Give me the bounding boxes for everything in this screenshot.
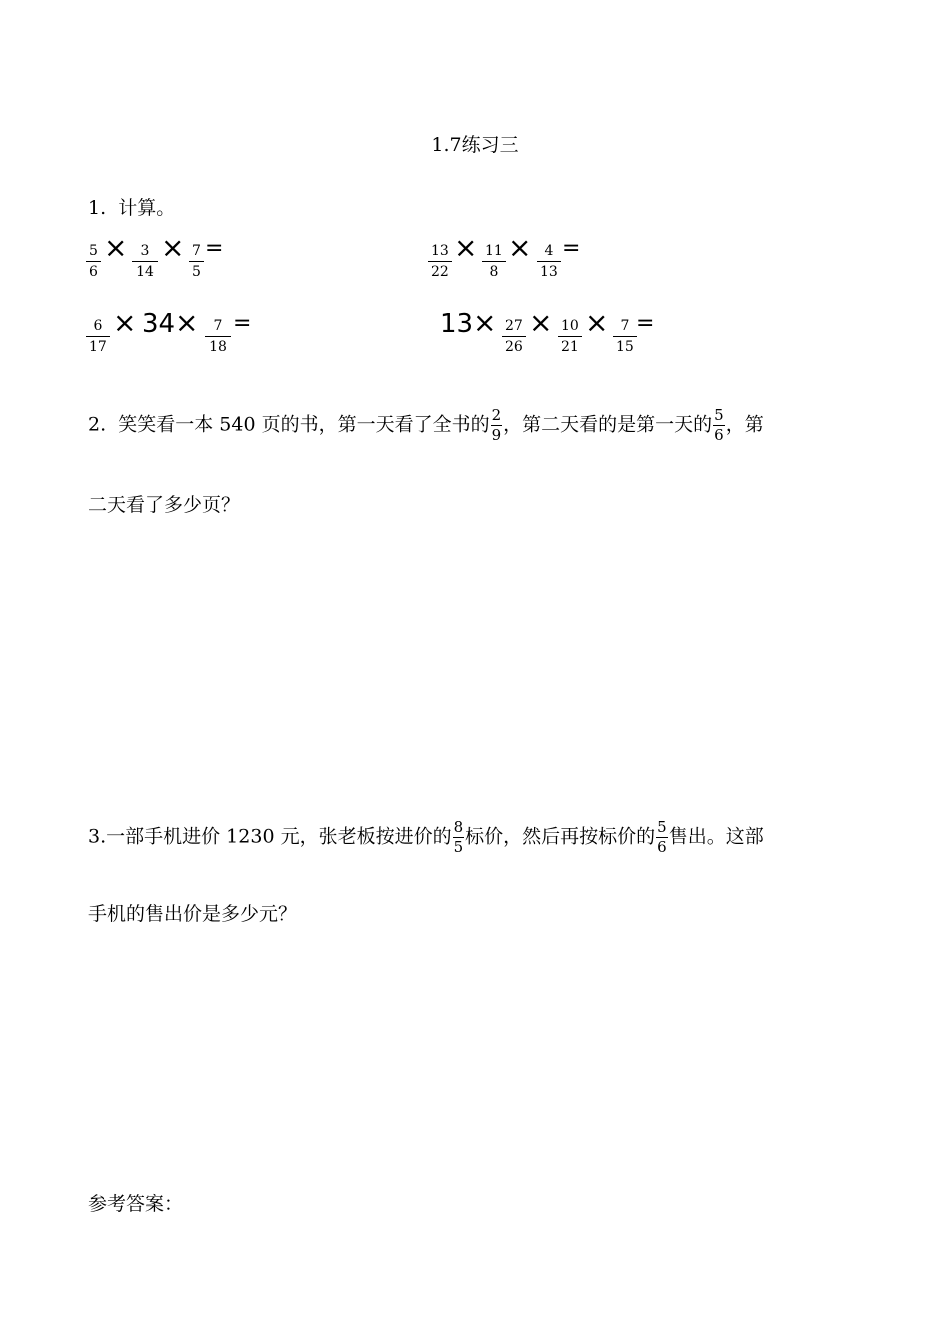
fraction <box>86 319 110 354</box>
times-sign: × <box>454 231 478 264</box>
question-3-line-2: 手机的售出价是多少元？ <box>88 903 298 925</box>
denominator: 6 <box>714 426 724 444</box>
times-sign: × <box>113 306 137 339</box>
numerator: 7 <box>192 243 201 259</box>
whole-number: 34 <box>142 309 176 339</box>
denominator: 14 <box>136 264 154 280</box>
times-sign: × <box>529 306 553 339</box>
times-sign: × <box>161 231 185 264</box>
denominator: 9 <box>491 426 502 444</box>
times-sign: × <box>585 306 609 339</box>
question-1-text: 计算。 <box>118 197 176 219</box>
numerator: 2 <box>491 406 502 424</box>
equals-sign: = <box>562 236 581 261</box>
question-1-header <box>88 193 175 220</box>
numerator: 5 <box>714 406 724 424</box>
numerator: 10 <box>561 318 579 334</box>
denominator: 17 <box>89 339 107 355</box>
numerator: 6 <box>93 318 103 334</box>
fraction <box>491 408 503 443</box>
fraction <box>453 820 465 855</box>
denominator: 13 <box>540 264 558 280</box>
fraction <box>132 244 158 279</box>
times-sign: × <box>508 231 532 264</box>
question-3-text-b: 标价，然后再按标价的 <box>465 825 656 848</box>
fraction <box>537 244 561 279</box>
fraction <box>86 244 101 279</box>
equals-sign: = <box>205 236 224 261</box>
denominator: 5 <box>192 264 201 280</box>
answers-label: 参考答案： <box>88 1193 184 1215</box>
fraction <box>482 244 506 279</box>
question-2-text-c: ，第 <box>725 413 764 436</box>
question-3-number: 3. <box>88 825 107 848</box>
denominator: 18 <box>209 339 227 355</box>
numerator: 11 <box>485 243 503 259</box>
fraction <box>205 319 231 354</box>
denominator: 5 <box>453 838 464 856</box>
question-2-text-b: ，第二天看的是第一天的 <box>503 413 713 436</box>
question-2-line-2: 二天看了多少页？ <box>88 494 241 516</box>
times-sign: × <box>473 306 497 339</box>
numerator: 5 <box>89 243 98 259</box>
numerator: 7 <box>620 318 630 334</box>
question-3-text-a: 一部手机进价 1230 元，张老板按进价的 <box>106 825 452 848</box>
equals-sign: = <box>233 311 252 336</box>
fraction <box>502 319 526 354</box>
fraction <box>713 408 725 443</box>
equals-sign: = <box>636 311 655 336</box>
numerator: 8 <box>453 818 464 836</box>
question-3-line-1 <box>88 820 764 855</box>
question-1-number: 1. <box>88 197 107 219</box>
denominator: 26 <box>505 339 523 355</box>
denominator: 6 <box>89 264 98 280</box>
fraction <box>558 319 582 354</box>
question-2-line-1 <box>88 408 764 443</box>
page-title: 1.7练习三 <box>431 134 519 156</box>
times-sign: × <box>104 231 128 264</box>
numerator: 13 <box>431 243 449 259</box>
denominator: 6 <box>657 838 667 856</box>
question-2-text-a: 笑笑看一本 540 页的书，第一天看了全书的 <box>118 413 490 436</box>
fraction <box>613 319 637 354</box>
numerator: 4 <box>544 243 554 259</box>
denominator: 15 <box>616 339 634 355</box>
numerator: 3 <box>140 243 150 259</box>
question-3-text-c: 售出。这部 <box>668 825 764 848</box>
numerator: 5 <box>657 818 667 836</box>
denominator: 22 <box>431 264 449 280</box>
times-sign: × <box>175 306 199 339</box>
denominator: 8 <box>489 264 499 280</box>
question-2-number: 2. <box>88 413 107 436</box>
fraction <box>656 820 668 855</box>
numerator: 27 <box>505 318 523 334</box>
fraction <box>428 244 452 279</box>
denominator: 21 <box>561 339 579 355</box>
fraction <box>189 244 204 279</box>
whole-number: 13 <box>440 309 474 339</box>
numerator: 7 <box>213 318 223 334</box>
